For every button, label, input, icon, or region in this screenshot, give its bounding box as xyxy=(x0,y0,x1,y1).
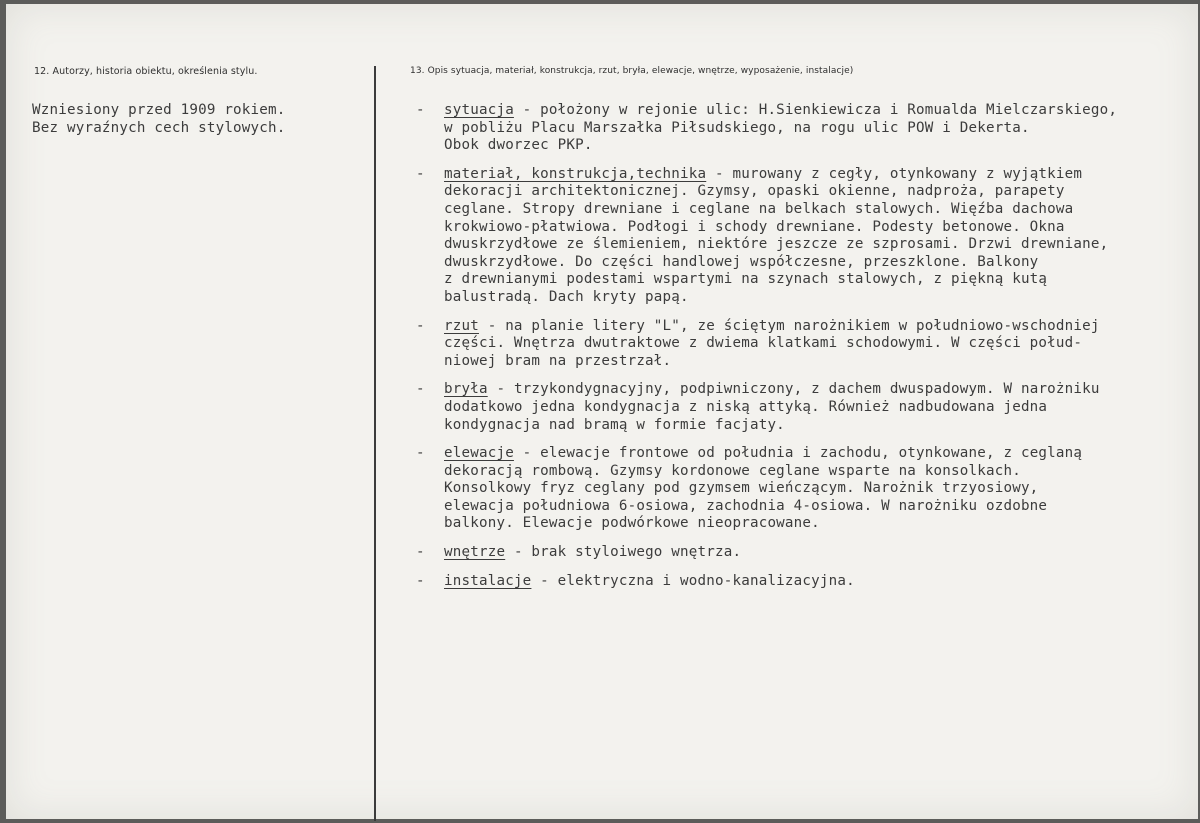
list-item xyxy=(408,544,1198,562)
text-line: Konsolkowy fryz ceglany pod gzymsem wieńczącym. Narożnik trzyosiowy, xyxy=(444,480,1039,497)
text-line: kondygnacja nad bramą w formie facjaty. xyxy=(444,416,785,433)
item-description: - brak styloiwego wnętrza. xyxy=(505,544,742,561)
text-line: w pobliżu Placu Marszałka Piłsudskiego, na rogu ulic POW i Dekerta. xyxy=(444,119,1030,136)
document-sheet xyxy=(6,4,1198,819)
dash-bullet: - xyxy=(416,572,425,589)
text-line: części. Wnętrza dwutraktowe z dwiema klatkami schodowymi. W części połud- xyxy=(444,335,1083,352)
text-line: ceglane. Stropy drewniane i ceglane na belkach stalowych. Więźba dachowa xyxy=(444,200,1074,217)
section-13-list xyxy=(408,102,1198,601)
item-term: instalacje xyxy=(444,572,532,589)
text-line: Bez wyraźnych cech stylowych. xyxy=(32,119,286,136)
item-description: - elektryczna i wodno-kanalizacyjna. xyxy=(531,572,855,589)
item-description: - elewacje frontowe od południa i zachodu, otynkowane, z ceglaną xyxy=(513,445,1083,462)
dash-bullet: - xyxy=(416,102,425,118)
text-line xyxy=(444,318,1198,336)
section-12-text xyxy=(32,102,362,137)
item-description: - murowany z cegły, otynkowany z wyjątkiem xyxy=(706,165,1083,182)
text-line xyxy=(444,573,1198,591)
text-line: dekoracją rombową. Gzymsy kordonowe ceglane wsparte na konsolkach. xyxy=(444,462,1021,479)
item-description: - położony w rejonie ulic: H.Sienkiewicza i Romualda Mielczarskiego, xyxy=(513,102,1118,118)
text-line: elewacja południowa 6-osiowa, zachodnia 4-osiowa. W narożniku ozdobne xyxy=(444,497,1048,514)
item-term: rzut xyxy=(444,317,479,334)
list-item xyxy=(408,166,1198,307)
text-line: Obok dworzec PKP. xyxy=(444,137,593,154)
text-line: dekoracji architektonicznej. Gzymsy, opaski okienne, nadproża, parapety xyxy=(444,183,1065,200)
item-description: - trzykondygnacyjny, podpiwniczony, z dachem dwuspadowym. W narożniku xyxy=(487,381,1100,398)
text-line: niowej bram na przestrzał. xyxy=(444,352,672,369)
column-divider xyxy=(374,66,376,821)
dash-bullet: - xyxy=(416,544,425,561)
text-line: balustradą. Dach kryty papą. xyxy=(444,288,689,305)
list-item xyxy=(408,573,1198,591)
text-line xyxy=(444,381,1198,399)
text-line: Wzniesiony przed 1909 rokiem. xyxy=(32,102,286,118)
dash-bullet: - xyxy=(416,165,425,182)
text-line xyxy=(444,445,1198,463)
list-item xyxy=(408,381,1198,434)
text-line xyxy=(444,544,1198,562)
text-line: dwuskrzydłowe. Do części handlowej współczesne, przeszklone. Balkony xyxy=(444,253,1039,270)
list-item xyxy=(408,318,1198,371)
text-line: dodatkowo jedna kondygnacja z niską attyką. Również nadbudowana jedna xyxy=(444,398,1048,415)
item-term: elewacje xyxy=(444,445,514,462)
text-line xyxy=(444,102,1198,120)
dash-bullet: - xyxy=(416,381,425,398)
dash-bullet: - xyxy=(416,317,425,334)
item-term: bryła xyxy=(444,381,488,398)
section-13-header: 13. Opis sytuacja, materiał, konstrukcja, rzut, bryła, elewacje, wnętrze, wyposażenie, instalacje) xyxy=(410,66,854,76)
list-item xyxy=(408,445,1198,533)
dash-bullet: - xyxy=(416,445,425,462)
text-line: balkony. Elewacje podwórkowe nieopracowane. xyxy=(444,515,820,532)
section-12-header: 12. Autorzy, historia obiektu, określenia stylu. xyxy=(34,66,258,77)
text-line: dwuskrzydłowe ze ślemieniem, niektóre jeszcze ze szprosami. Drzwi drewniane, xyxy=(444,236,1109,253)
list-item xyxy=(408,102,1198,155)
text-line: z drewnianymi podestami wspartymi na szynach stalowych, z piękną kutą xyxy=(444,271,1048,288)
text-line xyxy=(444,166,1198,184)
item-term: wnętrze xyxy=(444,544,506,561)
item-description: - na planie litery "L", ze ściętym narożnikiem w południowo-wschodniej xyxy=(478,317,1100,334)
item-term: sytuacja xyxy=(444,102,514,118)
text-line: krokwiowo-płatwiowa. Podłogi i schody drewniane. Podesty betonowe. Okna xyxy=(444,218,1065,235)
item-term: materiał, konstrukcja,technika xyxy=(444,165,707,182)
